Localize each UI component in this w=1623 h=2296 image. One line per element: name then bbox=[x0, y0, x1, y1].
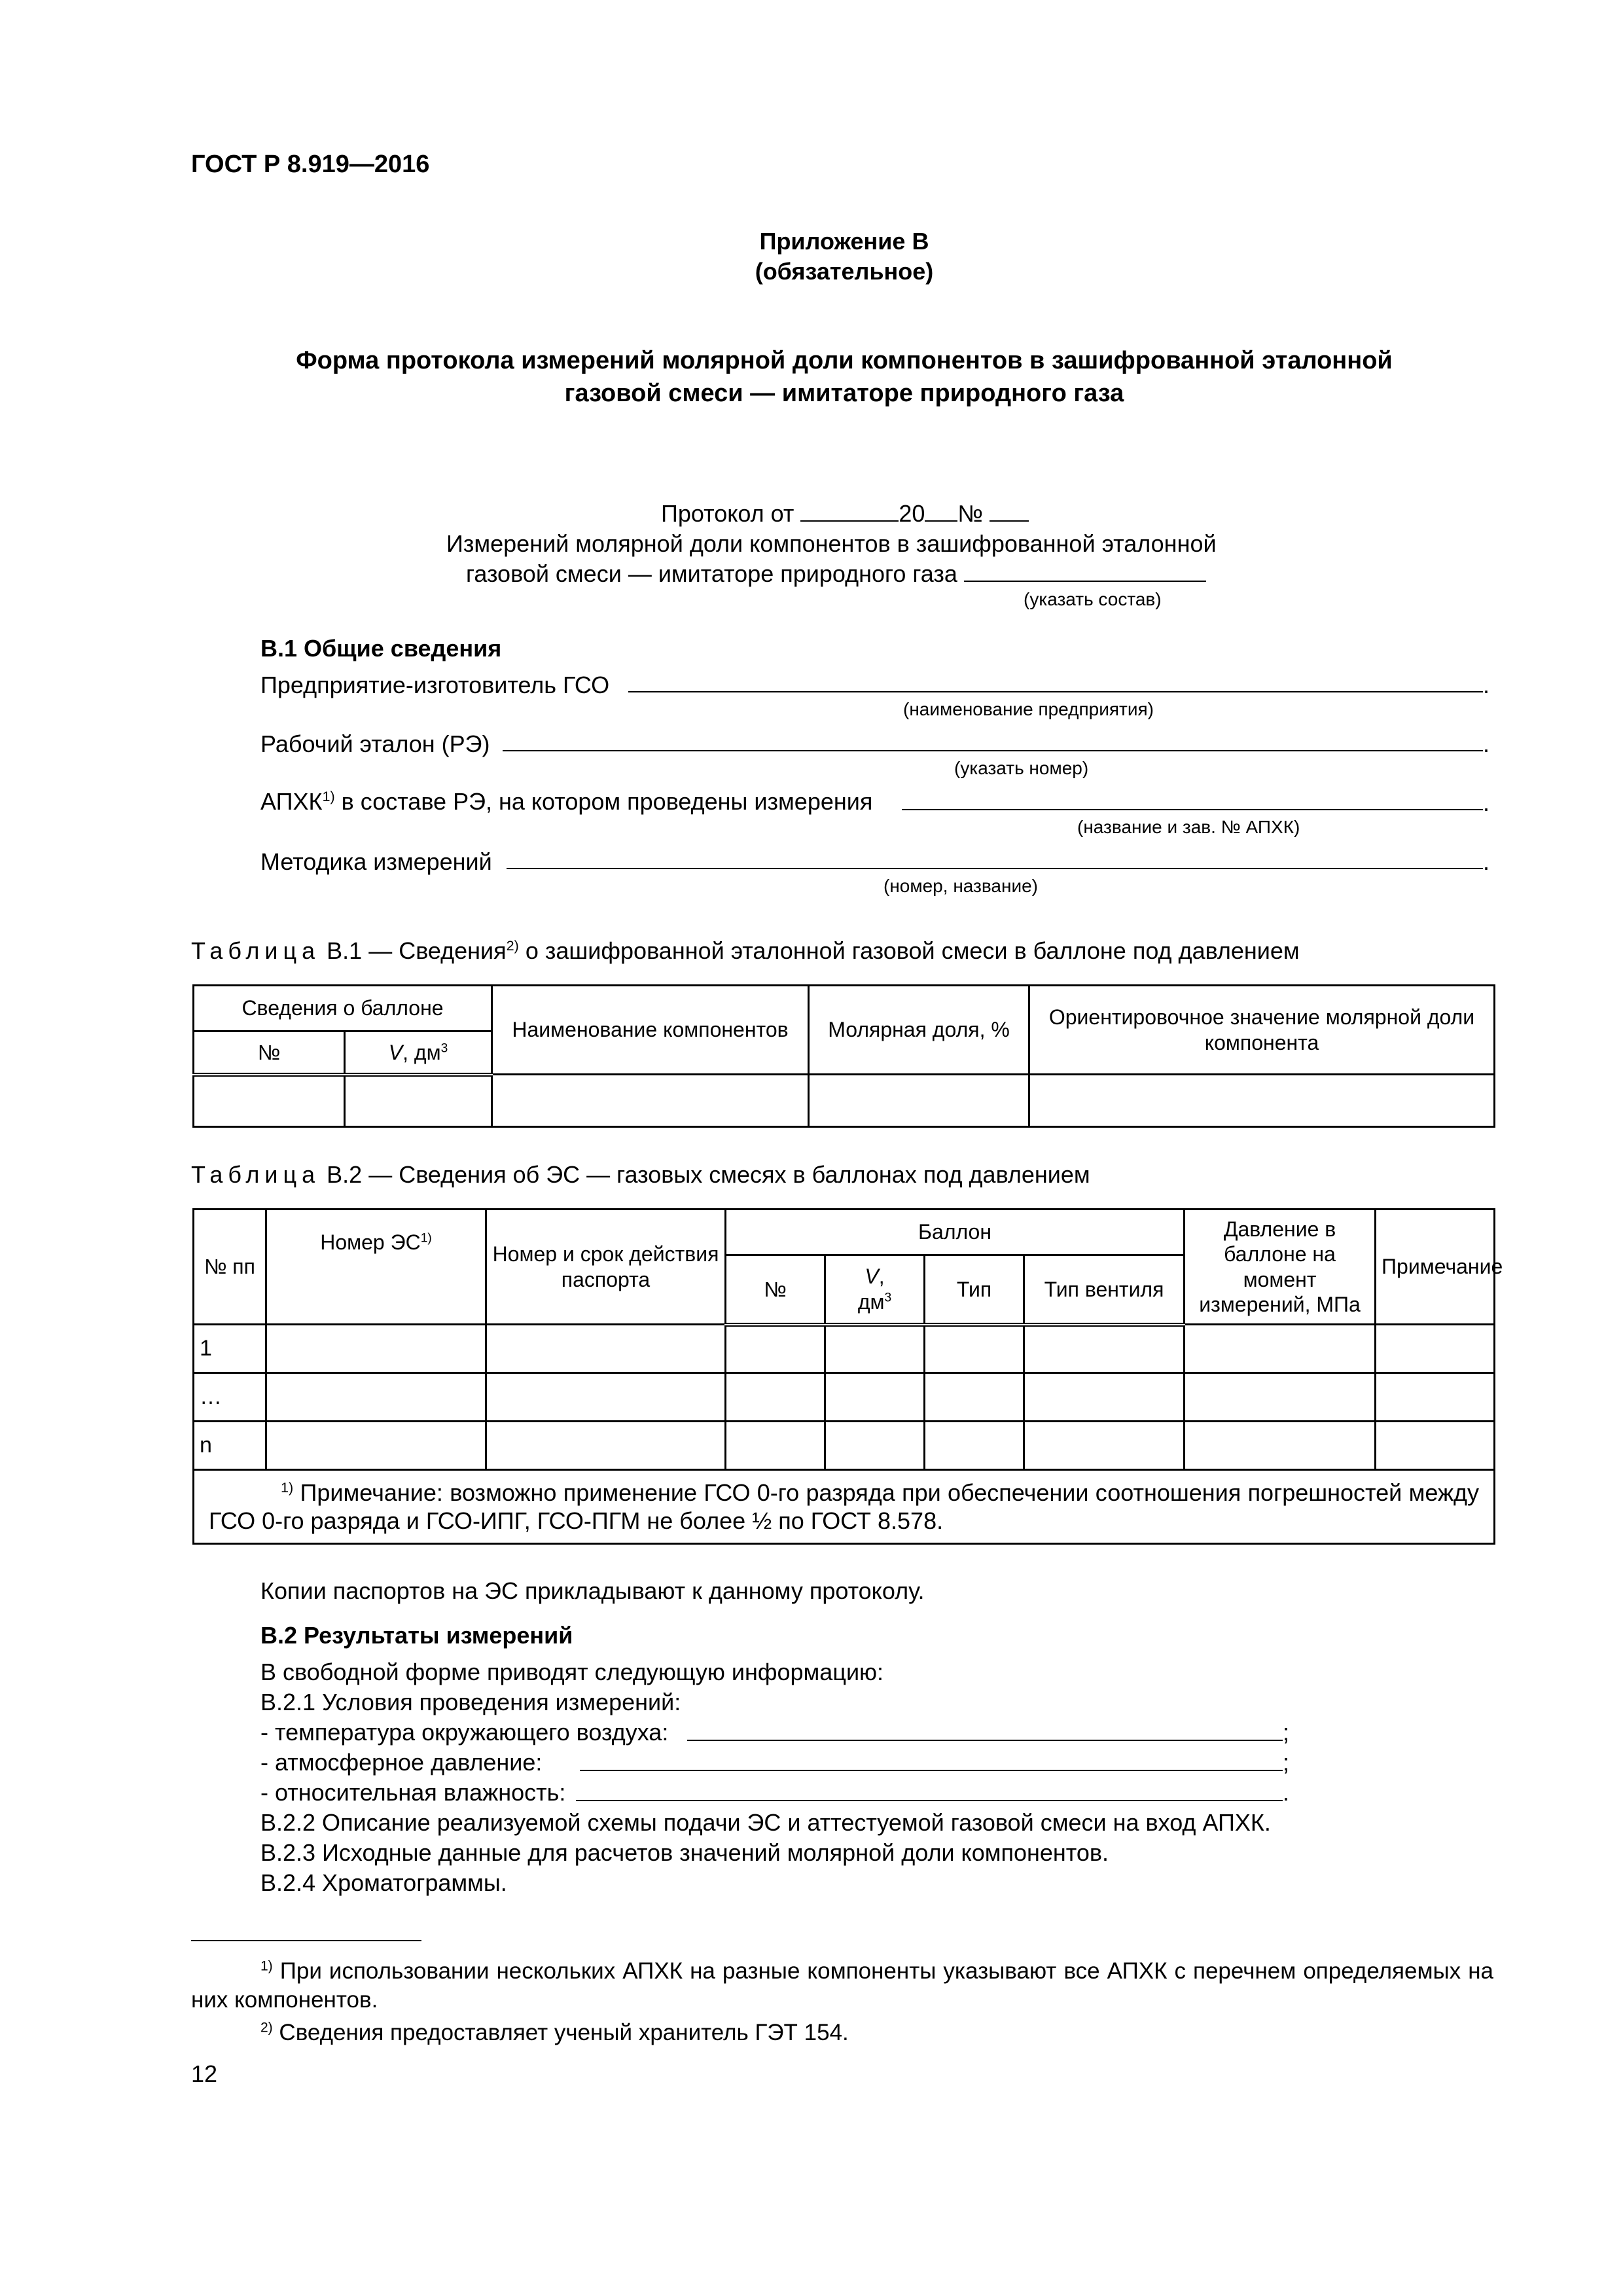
protocol-subject-text: газовой смеси — имитаторе природного газа bbox=[466, 560, 964, 587]
table2-cell[interactable] bbox=[1024, 1422, 1185, 1470]
protocol-number-field[interactable] bbox=[990, 520, 1029, 522]
table2-cell[interactable] bbox=[1185, 1325, 1376, 1373]
table2-header-pressure: Давление в баллоне на момент измерений, МПа bbox=[1185, 1210, 1376, 1325]
copies-text: Копии паспортов на ЭС прикладывают к данному протоколу. bbox=[260, 1577, 925, 1604]
table2-cell[interactable] bbox=[726, 1325, 825, 1373]
apkh-abbr: АПХК bbox=[260, 788, 323, 815]
footnote-1 bbox=[191, 1957, 1493, 2015]
table-b1 bbox=[192, 984, 1495, 1128]
humidity-field[interactable] bbox=[576, 1800, 1283, 1801]
table2-cell[interactable] bbox=[1185, 1373, 1376, 1422]
manufacturer-label: Предприятие-изготовитель ГСО bbox=[260, 672, 610, 698]
section-b24: В.2.4 Хроматограммы. bbox=[260, 1869, 507, 1896]
table2-cell[interactable] bbox=[925, 1422, 1024, 1470]
table1-header-fraction: Молярная доля, % bbox=[809, 986, 1029, 1075]
table1-cell[interactable] bbox=[809, 1075, 1029, 1127]
temperature-label: - температура окружающего воздуха: bbox=[260, 1719, 669, 1746]
table2-cell[interactable] bbox=[486, 1373, 726, 1422]
section-b2-heading: В.2 Результаты измерений bbox=[260, 1622, 573, 1649]
manufacturer-field[interactable] bbox=[628, 691, 1483, 692]
apkh-label-text: в составе РЭ, на котором проведены измерения bbox=[334, 788, 873, 815]
table2-es-footnote-ref: 1) bbox=[420, 1231, 432, 1246]
table2-caption-text: В.2 — Сведения об ЭС — газовых смесях в баллонах под давлением bbox=[320, 1161, 1090, 1188]
table1-cell[interactable] bbox=[492, 1075, 809, 1127]
table2-note-text: Примечание: возможно применение ГСО 0-го разряда при обеспечении соотношения погрешностей между ГСО 0-го разряда и ГСО-ИПГ, ГСО-ПГМ не более ½ по ГОСТ 8.578. bbox=[209, 1479, 1480, 1535]
annex-title: Приложение В bbox=[759, 228, 929, 255]
protocol-subject-line1: Измерений молярной доли компонентов в зашифрованной эталонной bbox=[446, 530, 1217, 557]
table2-row-label: 1 bbox=[194, 1325, 266, 1373]
table2-cell[interactable] bbox=[825, 1373, 925, 1422]
protocol-number-label: № bbox=[957, 500, 990, 527]
table2-caption-prefix: Таблица bbox=[191, 1161, 321, 1188]
table2-header-valve: Тип вентиля bbox=[1024, 1255, 1185, 1325]
method-field[interactable] bbox=[507, 868, 1483, 869]
table1-cell[interactable] bbox=[345, 1075, 492, 1127]
table2-row-label: n bbox=[194, 1422, 266, 1470]
table2-cell[interactable] bbox=[1376, 1373, 1495, 1422]
protocol-from-label: Протокол от bbox=[661, 500, 801, 527]
footnote-2-ref: 2) bbox=[260, 2020, 273, 2036]
protocol-date-field[interactable] bbox=[800, 520, 899, 522]
form-title-line2: газовой смеси — имитаторе природного газа bbox=[564, 380, 1124, 407]
table1-caption-text: В.1 — Сведения bbox=[320, 937, 507, 964]
composition-hint: (указать состав) bbox=[1024, 589, 1162, 609]
table2-cell[interactable] bbox=[1376, 1422, 1495, 1470]
table2-volume-symbol: V bbox=[865, 1265, 879, 1289]
table2-cell[interactable] bbox=[1024, 1325, 1185, 1373]
table-b2 bbox=[192, 1208, 1503, 1545]
table1-volume-symbol: V bbox=[388, 1040, 403, 1064]
method-hint: (номер, название) bbox=[883, 876, 1039, 896]
table2-cell[interactable] bbox=[726, 1422, 825, 1470]
table1-header-volume bbox=[345, 1031, 492, 1075]
table1-caption-text2: о зашифрованной эталонной газовой смеси в баллоне под давлением bbox=[518, 937, 1300, 964]
table1-footnote-ref: 2) bbox=[506, 937, 519, 954]
method-label: Методика измерений bbox=[260, 848, 492, 875]
manufacturer-hint: (наименование предприятия) bbox=[903, 699, 1154, 719]
footnote-1-text: При использовании нескольких АПХК на разные компоненты указывают все АПХК с перечнем определяемых на них компонентов. bbox=[191, 1958, 1493, 2013]
manufacturer-period: . bbox=[1483, 672, 1490, 698]
table2-cell[interactable] bbox=[925, 1325, 1024, 1373]
table2-header-note: Примечание bbox=[1376, 1210, 1495, 1325]
annex-status: (обязательное) bbox=[755, 258, 934, 285]
etalon-hint: (указать номер) bbox=[954, 758, 1089, 778]
apkh-period: . bbox=[1483, 789, 1490, 816]
table2-cell[interactable] bbox=[266, 1373, 486, 1422]
section-b22: В.2.2 Описание реализуемой схемы подачи ЭС и аттестуемой газовой смеси на вход АПХК. bbox=[260, 1809, 1271, 1836]
table2-cell[interactable] bbox=[925, 1373, 1024, 1422]
table2-cell[interactable] bbox=[1024, 1373, 1185, 1422]
apkh-label bbox=[260, 787, 872, 816]
section-b23: В.2.3 Исходные данные для расчетов значений молярной доли компонентов. bbox=[260, 1839, 1109, 1866]
table2-header-no: № пп bbox=[194, 1210, 266, 1325]
section-b21: В.2.1 Условия проведения измерений: bbox=[260, 1689, 681, 1715]
table2-header-passport: Номер и срок действия паспорта bbox=[486, 1210, 726, 1325]
table2-header-es-no bbox=[266, 1210, 486, 1325]
table1-caption bbox=[191, 936, 1300, 965]
table1-header-approx: Ориентировочное значение молярной доли компонента bbox=[1029, 986, 1495, 1075]
document-code: ГОСТ Р 8.919—2016 bbox=[191, 151, 430, 178]
table1-cell[interactable] bbox=[194, 1075, 345, 1127]
table2-header-type: Тип bbox=[925, 1255, 1024, 1325]
temperature-semicolon: ; bbox=[1283, 1719, 1290, 1746]
table1-header-components: Наименование компонентов bbox=[492, 986, 809, 1075]
table2-cell[interactable] bbox=[486, 1422, 726, 1470]
humidity-label: - относительная влажность: bbox=[260, 1779, 566, 1806]
table2-row-label: … bbox=[194, 1373, 266, 1422]
atm-pressure-label: - атмосферное давление: bbox=[260, 1749, 543, 1776]
table2-cell[interactable] bbox=[266, 1325, 486, 1373]
page-number: 12 bbox=[191, 2060, 218, 2087]
footnote-2-text: Сведения предоставляет ученый хранитель ГЭТ 154. bbox=[272, 2020, 849, 2045]
table1-caption-prefix: Таблица bbox=[191, 937, 321, 964]
table2-cell[interactable] bbox=[825, 1325, 925, 1373]
table2-header-cyl-no: № bbox=[726, 1255, 825, 1325]
humidity-period: . bbox=[1283, 1779, 1290, 1806]
footnote-separator bbox=[191, 1940, 421, 1941]
table2-cell[interactable] bbox=[266, 1422, 486, 1470]
protocol-date-line bbox=[661, 499, 1029, 528]
composition-field[interactable] bbox=[964, 581, 1206, 582]
table2-caption bbox=[191, 1160, 1090, 1189]
section-b1-heading: В.1 Общие сведения bbox=[260, 635, 502, 662]
temperature-field[interactable] bbox=[687, 1740, 1283, 1741]
section-b2-intro: В свободной форме приводят следующую информацию: bbox=[260, 1659, 884, 1685]
table2-cell[interactable] bbox=[825, 1422, 925, 1470]
protocol-year-label: 20 bbox=[899, 500, 925, 527]
form-title-line1: Форма протокола измерений молярной доли компонентов в зашифрованной эталонной bbox=[296, 347, 1393, 374]
etalon-period: . bbox=[1483, 730, 1490, 757]
atm-pressure-field[interactable] bbox=[580, 1770, 1283, 1771]
table2-volume-unit: дм bbox=[857, 1289, 885, 1314]
table2-header-volume: V, $дм^3$ bbox=[825, 1255, 925, 1325]
table2-cell[interactable] bbox=[1185, 1422, 1376, 1470]
table1-cell[interactable] bbox=[1029, 1075, 1495, 1127]
protocol-subject-line2 bbox=[466, 559, 1206, 588]
etalon-field[interactable] bbox=[503, 750, 1483, 751]
table2-es-no-text: Номер ЭС bbox=[320, 1230, 421, 1254]
table2-note-ref: 1) bbox=[281, 1479, 294, 1496]
table2-cell[interactable] bbox=[1376, 1325, 1495, 1373]
table1-volume-sup: 3 bbox=[440, 1041, 448, 1055]
table2-cell[interactable] bbox=[486, 1325, 726, 1373]
etalon-label: Рабочий эталон (РЭ) bbox=[260, 730, 490, 757]
apkh-footnote-ref: 1) bbox=[322, 788, 335, 804]
apkh-field[interactable] bbox=[902, 809, 1483, 810]
table1-header-no: № bbox=[194, 1031, 345, 1075]
table2-cell[interactable] bbox=[726, 1373, 825, 1422]
footnote-1-ref: 1) bbox=[260, 1958, 273, 1974]
protocol-year-field[interactable] bbox=[925, 520, 957, 522]
table2-note bbox=[194, 1470, 1495, 1544]
footnote-2 bbox=[260, 2018, 849, 2047]
table1-volume-unit: , дм bbox=[402, 1040, 441, 1064]
method-period: . bbox=[1483, 848, 1490, 875]
table2-header-cylinder: Баллон bbox=[726, 1210, 1185, 1255]
table2-volume-sup: 3 bbox=[884, 1291, 892, 1305]
atm-pressure-semicolon: ; bbox=[1283, 1749, 1290, 1776]
apkh-hint: (название и зав. № АПХК) bbox=[1077, 817, 1300, 837]
table1-header-cylinder: Сведения о баллоне bbox=[194, 986, 492, 1031]
